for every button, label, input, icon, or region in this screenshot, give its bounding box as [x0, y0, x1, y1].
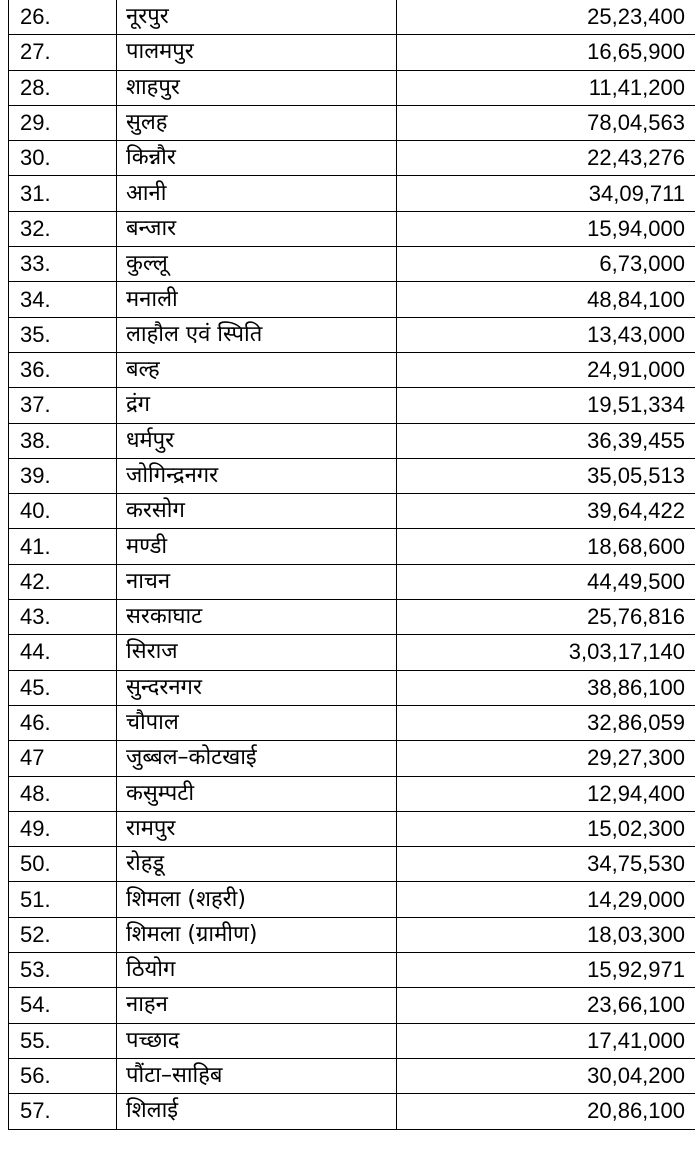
table-row	[9, 35, 695, 70]
serial-number-cell: 40.	[9, 494, 117, 529]
amount-cell: 22,43,276	[397, 141, 695, 176]
amount-cell: 14,29,000	[397, 882, 695, 917]
table-row	[9, 105, 695, 140]
amount-cell: 18,03,300	[397, 917, 695, 952]
constituency-name-cell: जोगिन्द्रनगर	[117, 458, 397, 493]
serial-number-cell: 42.	[9, 564, 117, 599]
serial-number-cell: 37.	[9, 388, 117, 423]
serial-number-cell: 53.	[9, 953, 117, 988]
table-row	[9, 1058, 695, 1093]
table-row	[9, 70, 695, 105]
constituency-name-cell: शिमला (ग्रामीण)	[117, 917, 397, 952]
serial-number-cell: 39.	[9, 458, 117, 493]
table-row	[9, 176, 695, 211]
serial-number-cell: 47	[9, 741, 117, 776]
table-row	[9, 988, 695, 1023]
constituency-name-cell: सुन्दरनगर	[117, 670, 397, 705]
amount-cell: 29,27,300	[397, 741, 695, 776]
serial-number-cell: 43.	[9, 600, 117, 635]
table-row	[9, 247, 695, 282]
constituency-name-cell: पौंटा–साहिब	[117, 1058, 397, 1093]
table-row	[9, 388, 695, 423]
amount-cell: 16,65,900	[397, 35, 695, 70]
table-row	[9, 141, 695, 176]
amount-cell: 35,05,513	[397, 458, 695, 493]
table-row	[9, 1094, 695, 1129]
amount-cell: 15,94,000	[397, 211, 695, 246]
serial-number-cell: 50.	[9, 847, 117, 882]
amount-cell: 34,75,530	[397, 847, 695, 882]
constituency-name-cell: बल्ह	[117, 352, 397, 387]
serial-number-cell: 28.	[9, 70, 117, 105]
amount-cell: 38,86,100	[397, 670, 695, 705]
table-row	[9, 600, 695, 635]
constituency-name-cell: रामपुर	[117, 811, 397, 846]
constituency-name-cell: शाहपुर	[117, 70, 397, 105]
amount-cell: 39,64,422	[397, 494, 695, 529]
serial-number-cell: 31.	[9, 176, 117, 211]
amount-cell: 48,84,100	[397, 282, 695, 317]
table-row	[9, 317, 695, 352]
table-row	[9, 1023, 695, 1058]
table-row	[9, 882, 695, 917]
serial-number-cell: 26.	[9, 0, 117, 35]
amount-cell: 34,09,711	[397, 176, 695, 211]
table-row	[9, 282, 695, 317]
constituency-name-cell: जुब्बल–कोटखाई	[117, 741, 397, 776]
constituency-name-cell: नाचन	[117, 564, 397, 599]
constituency-name-cell: करसोग	[117, 494, 397, 529]
serial-number-cell: 38.	[9, 423, 117, 458]
serial-number-cell: 35.	[9, 317, 117, 352]
constituency-name-cell: पच्छाद	[117, 1023, 397, 1058]
table-row	[9, 458, 695, 493]
amount-cell: 12,94,400	[397, 776, 695, 811]
amount-cell: 11,41,200	[397, 70, 695, 105]
constituency-amount-table	[8, 0, 695, 1130]
constituency-name-cell: आनी	[117, 176, 397, 211]
amount-cell: 13,43,000	[397, 317, 695, 352]
serial-number-cell: 55.	[9, 1023, 117, 1058]
amount-cell: 78,04,563	[397, 105, 695, 140]
constituency-name-cell: नूरपुर	[117, 0, 397, 35]
table-row	[9, 847, 695, 882]
serial-number-cell: 33.	[9, 247, 117, 282]
amount-cell: 32,86,059	[397, 705, 695, 740]
table-row	[9, 0, 695, 35]
constituency-name-cell: मनाली	[117, 282, 397, 317]
serial-number-cell: 34.	[9, 282, 117, 317]
table-row	[9, 494, 695, 529]
serial-number-cell: 36.	[9, 352, 117, 387]
amount-cell: 20,86,100	[397, 1094, 695, 1129]
amount-cell: 25,76,816	[397, 600, 695, 635]
table-row	[9, 917, 695, 952]
amount-cell: 24,91,000	[397, 352, 695, 387]
constituency-name-cell: चौपाल	[117, 705, 397, 740]
constituency-name-cell: सरकाघाट	[117, 600, 397, 635]
table-row	[9, 741, 695, 776]
table-row	[9, 953, 695, 988]
amount-cell: 17,41,000	[397, 1023, 695, 1058]
table-row	[9, 352, 695, 387]
amount-cell: 3,03,17,140	[397, 635, 695, 670]
table-row	[9, 776, 695, 811]
serial-number-cell: 30.	[9, 141, 117, 176]
amount-cell: 15,92,971	[397, 953, 695, 988]
constituency-name-cell: लाहौल एवं स्पिति	[117, 317, 397, 352]
constituency-name-cell: सुलह	[117, 105, 397, 140]
table-row	[9, 705, 695, 740]
amount-cell: 23,66,100	[397, 988, 695, 1023]
serial-number-cell: 48.	[9, 776, 117, 811]
serial-number-cell: 52.	[9, 917, 117, 952]
amount-cell: 36,39,455	[397, 423, 695, 458]
table-row	[9, 811, 695, 846]
table-row	[9, 564, 695, 599]
amount-cell: 6,73,000	[397, 247, 695, 282]
serial-number-cell: 44.	[9, 635, 117, 670]
constituency-name-cell: पालमपुर	[117, 35, 397, 70]
serial-number-cell: 46.	[9, 705, 117, 740]
serial-number-cell: 56.	[9, 1058, 117, 1093]
table-row	[9, 423, 695, 458]
constituency-name-cell: रोहडू	[117, 847, 397, 882]
serial-number-cell: 32.	[9, 211, 117, 246]
constituency-name-cell: सिराज	[117, 635, 397, 670]
constituency-name-cell: शिलाई	[117, 1094, 397, 1129]
serial-number-cell: 51.	[9, 882, 117, 917]
table-row	[9, 211, 695, 246]
serial-number-cell: 54.	[9, 988, 117, 1023]
amount-cell: 19,51,334	[397, 388, 695, 423]
serial-number-cell: 41.	[9, 529, 117, 564]
table-row	[9, 670, 695, 705]
constituency-name-cell: बन्जार	[117, 211, 397, 246]
amount-cell: 15,02,300	[397, 811, 695, 846]
constituency-name-cell: किन्नौर	[117, 141, 397, 176]
amount-cell: 44,49,500	[397, 564, 695, 599]
constituency-name-cell: शिमला (शहरी)	[117, 882, 397, 917]
serial-number-cell: 27.	[9, 35, 117, 70]
amount-cell: 25,23,400	[397, 0, 695, 35]
serial-number-cell: 29.	[9, 105, 117, 140]
amount-cell: 30,04,200	[397, 1058, 695, 1093]
constituency-name-cell: मण्डी	[117, 529, 397, 564]
constituency-name-cell: द्रंग	[117, 388, 397, 423]
serial-number-cell: 45.	[9, 670, 117, 705]
constituency-name-cell: कुल्लू	[117, 247, 397, 282]
table-row	[9, 529, 695, 564]
constituency-name-cell: कसुम्पटी	[117, 776, 397, 811]
table-body	[9, 0, 695, 1129]
serial-number-cell: 57.	[9, 1094, 117, 1129]
amount-cell: 18,68,600	[397, 529, 695, 564]
constituency-name-cell: ठियोग	[117, 953, 397, 988]
table-row	[9, 635, 695, 670]
serial-number-cell: 49.	[9, 811, 117, 846]
constituency-name-cell: धर्मपुर	[117, 423, 397, 458]
constituency-name-cell: नाहन	[117, 988, 397, 1023]
